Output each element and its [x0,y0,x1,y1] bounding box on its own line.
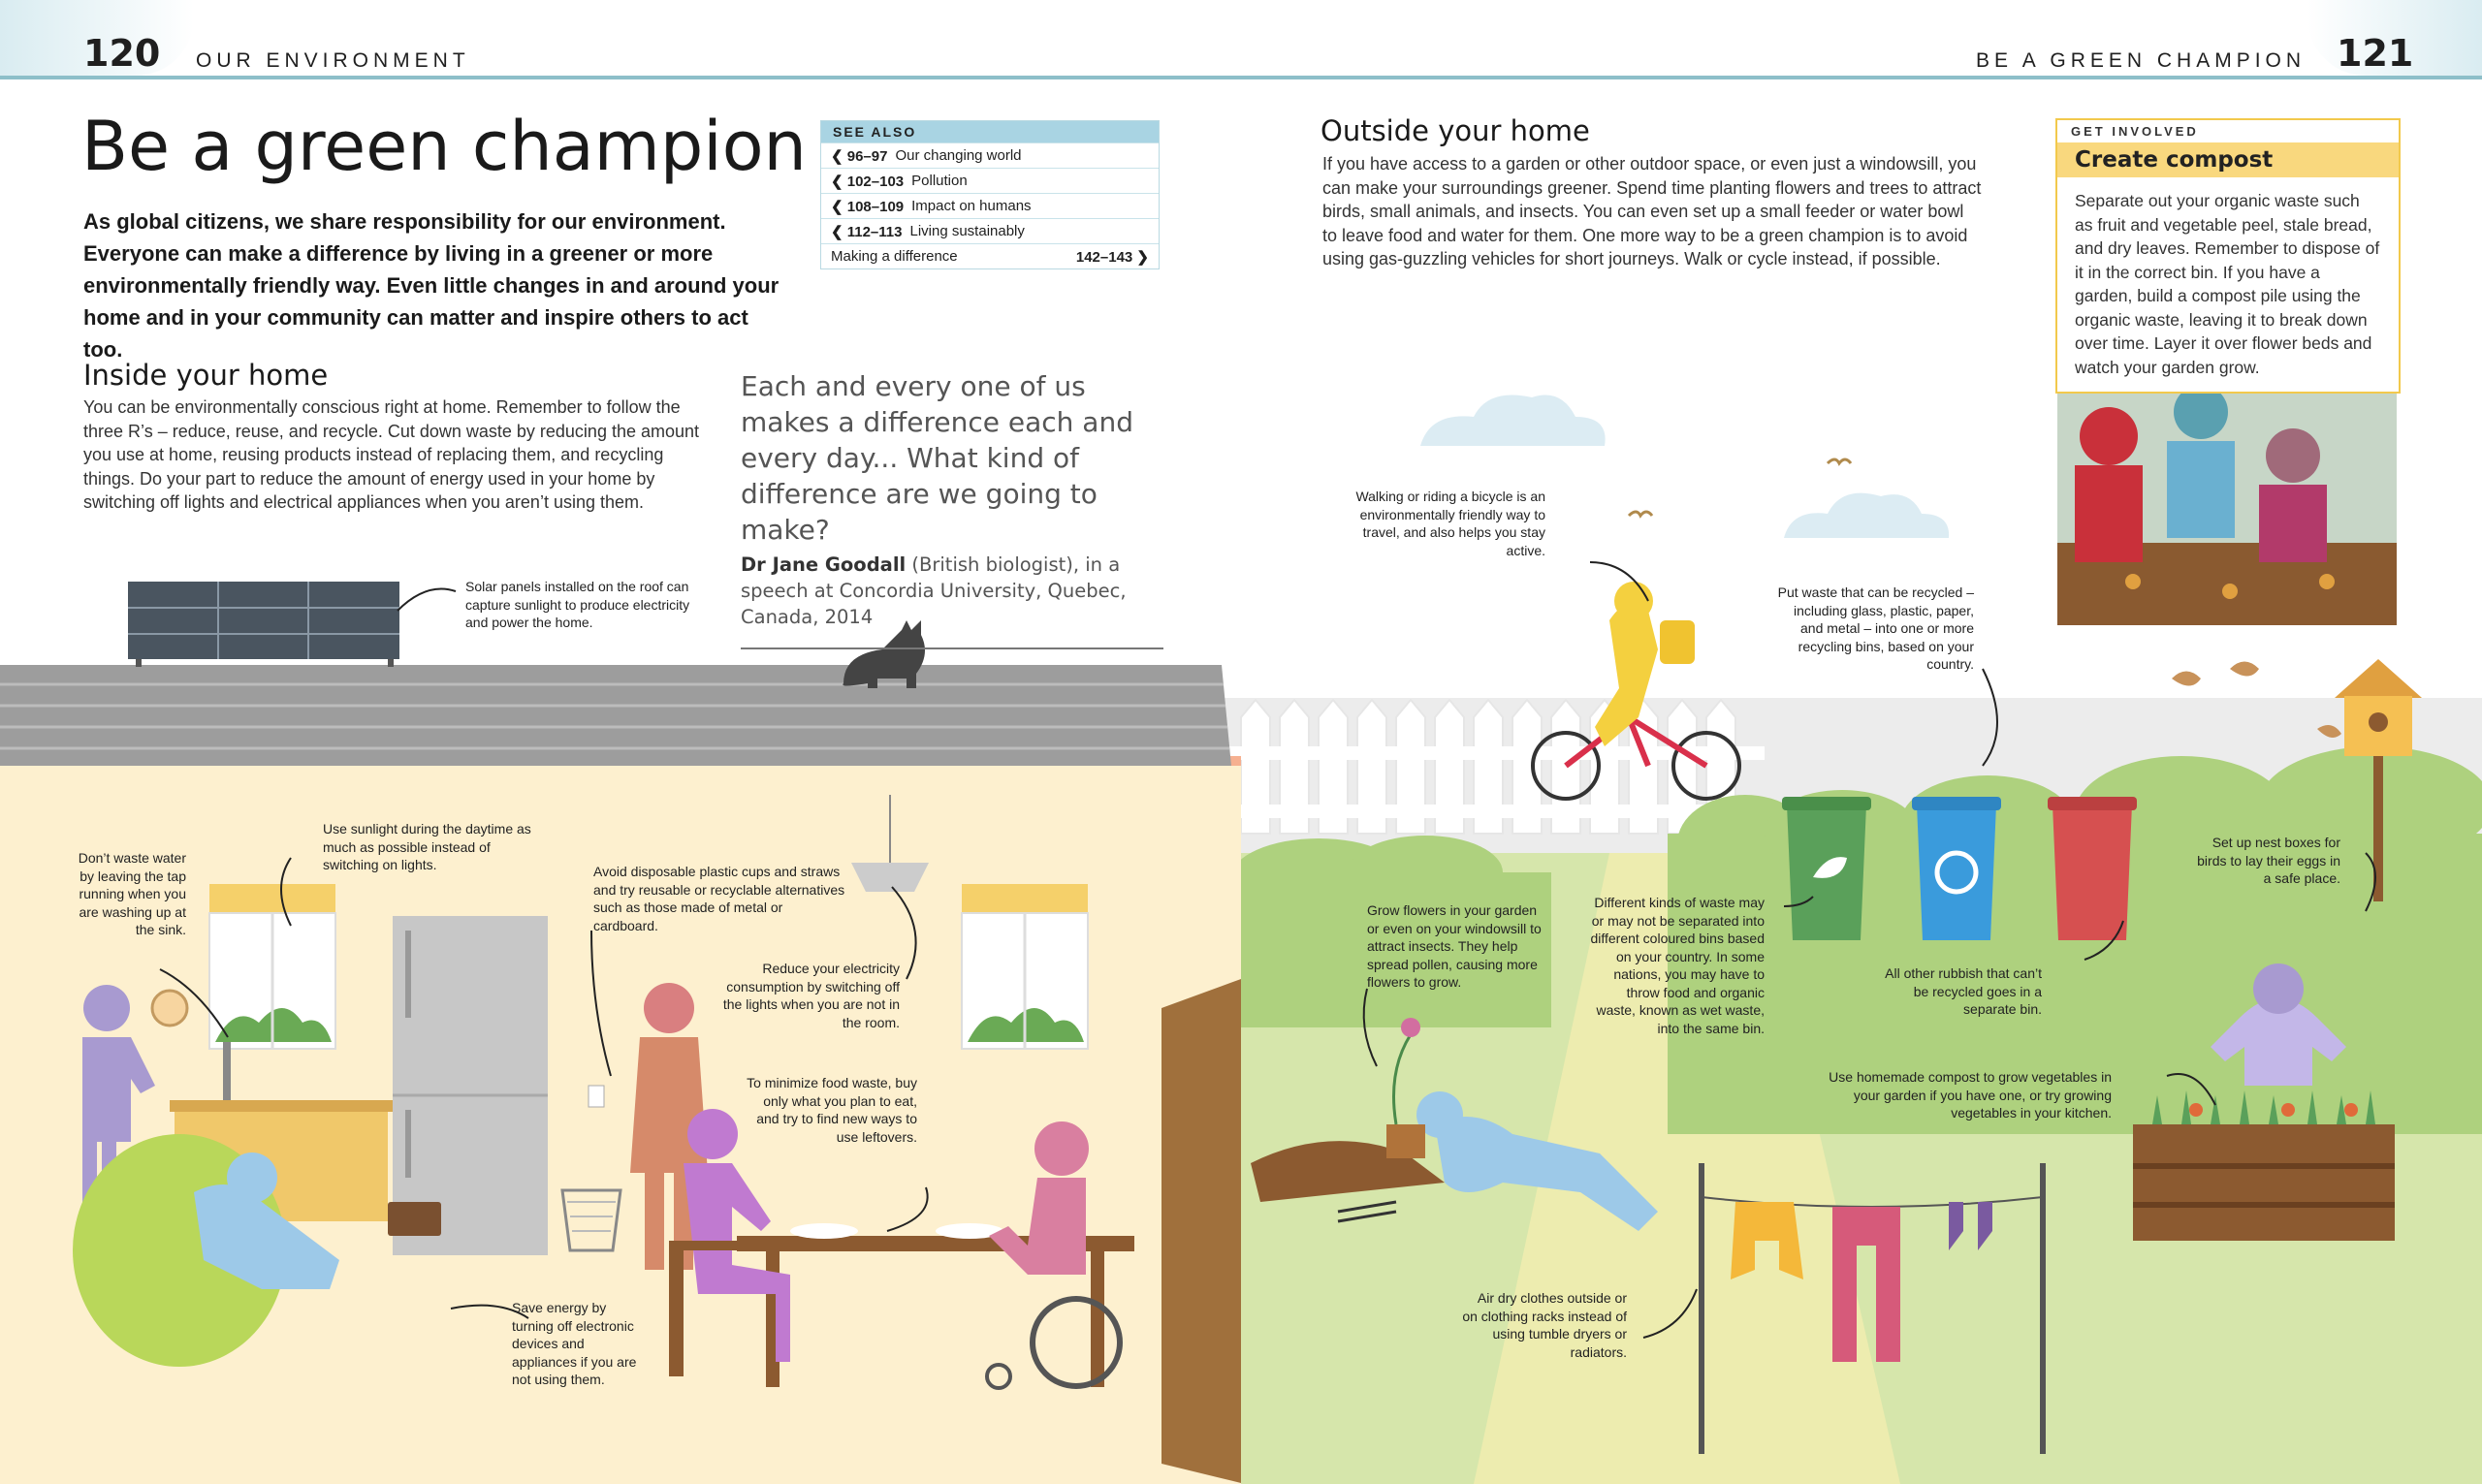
page-title: Be a green champion [81,107,807,186]
inside-body: You can be environmentally conscious right at home. Remember to follow the three R’s – reduce, reuse, and recycle. Cut down waste by reducing the amount you use at home, reusing products instead of replacing them, and recycling things. Do your part to reduce the amount of energy used in your home by switching off lights and electrical appliances when you aren’t using them. [83,397,700,512]
annotation-sunlight: Use sunlight during the daytime as much as possible instead of switching on lights. [323,821,531,872]
annotation-solar: Solar panels installed on the roof can capture sunlight to produce electricity and power the home. [465,579,690,630]
see-also-link[interactable]: ❮ 102–103 Pollution [821,168,1159,193]
outside-heading: Outside your home [1321,114,1590,147]
see-also-link[interactable]: Making a difference 142–143 ❯ [821,243,1159,268]
annotation-lights: Reduce your electricity consumption by switching off the lights when you are not in the room. [722,961,900,1030]
roof [0,665,1231,766]
annotation-energy: Save energy by turning off electronic devices and appliances if you are not using them. [512,1300,637,1387]
annotation-water: Don’t waste water by leaving the tap running when you are washing up at the sink. [78,850,186,937]
see-also-box [820,120,1160,269]
green-bin [1782,797,1871,940]
quote-citation: Dr Jane Goodall (British biologist), in a speech at Concordia University, Quebec, Canada, 2014 [741,553,1127,628]
annotation-nest: Set up nest boxes for birds to lay their eggs in a safe place. [2197,835,2340,886]
get-involved-box [2055,118,2401,394]
red-bin [2048,797,2137,940]
right-page-number: 121 [2337,32,2414,75]
right-running-head: BE A GREEN CHAMPION [1976,49,2307,72]
see-also-link[interactable]: ❮ 108–109 Impact on humans [821,193,1159,218]
annotation-plastic: Avoid disposable plastic cups and straws and try reusable or recyclable alternatives such as those made of metal or cardboard. [593,864,845,933]
quote-text: Each and every one of us makes a difference each and every day... What kind of difference are we going to make? [741,370,1133,546]
annotation-bicycle: Walking or riding a bicycle is an environmentally friendly way to travel, and also helps you stay active. [1355,489,1545,558]
quote-rule [741,647,1163,649]
quote-author: Dr Jane Goodall [741,553,907,576]
solar-panel [128,582,399,667]
header-rule [0,76,2482,79]
outside-body: If you have access to a garden or other outdoor space, or even just a windowsill, you can make your surroundings greener. Spend time planting flowers and trees to attract birds, small animals, and insects. You can even set up a small feeder or water bowl to leave food and water for them. One more way to be a green champion is to avoid using gas-guzzling vehicles for short journeys. Walk or cycle instead, if possible. [1322,154,1982,268]
get-involved-body: Separate out your organic waste such as fruit and vegetable peel, stale bread, and dry leaves. Remember to dispose of it in the correct bin. If you have a garden, build a compost pile using the organic waste, leaving it to break down over time. Layer it over flower beds and watch your garden grow. [2075,191,2380,377]
bird-icon [1629,459,1851,516]
get-involved-title: Create compost [2057,142,2399,177]
page-header [0,0,2482,78]
annotation-bins: Different kinds of waste may or may not be separated into different coloured bins based on your country. In some nations, you may have to throw food and organic waste, known as wet waste, into the same bin. [1590,895,1765,1036]
get-involved-tag: GET INVOLVED [2057,120,2399,142]
annotation-rubbish: All other rubbish that can’t be recycled goes in a separate bin. [1885,965,2042,1017]
annotation-flowers: Grow flowers in your garden or even on your windowsill to attract insects. They help spread pollen, causing more flowers to grow. [1367,902,1542,990]
blue-bin [1912,797,2001,940]
door [1161,979,1241,1483]
compost-photo [2057,385,2397,625]
intro-text: As global citizens, we share responsibility for our environment. Everyone can make a difference by living in a greener or more environmentally friendly way. Even little changes in and around your home and in your community can matter and inspire others to act too. [83,209,780,362]
annotation-recycle: Put waste that can be recycled – including glass, plastic, paper, and metal – into one or more recycling bins, based on your country. [1777,584,1974,672]
annotation-airdry: Air dry clothes outside or on clothing racks instead of using tumble dryers or radiators. [1462,1290,1627,1360]
left-page-number: 120 [83,32,161,75]
bird-icon [2172,662,2259,686]
quote-block [741,368,1163,649]
inside-heading: Inside your home [83,359,329,392]
annotation-compost: Use homemade compost to grow vegetables in your garden if you have one, or try growing vegetables in your kitchen. [1829,1069,2112,1121]
see-also-link[interactable]: ❮ 96–97 Our changing world [821,142,1159,168]
see-also-heading: SEE ALSO [821,121,1159,142]
see-also-link[interactable]: ❮ 112–113 Living sustainably [821,218,1159,243]
left-running-head: OUR ENVIRONMENT [196,49,470,72]
annotation-food: To minimize food waste, buy only what you plan to eat, and try to find new ways to use leftovers. [747,1075,917,1145]
